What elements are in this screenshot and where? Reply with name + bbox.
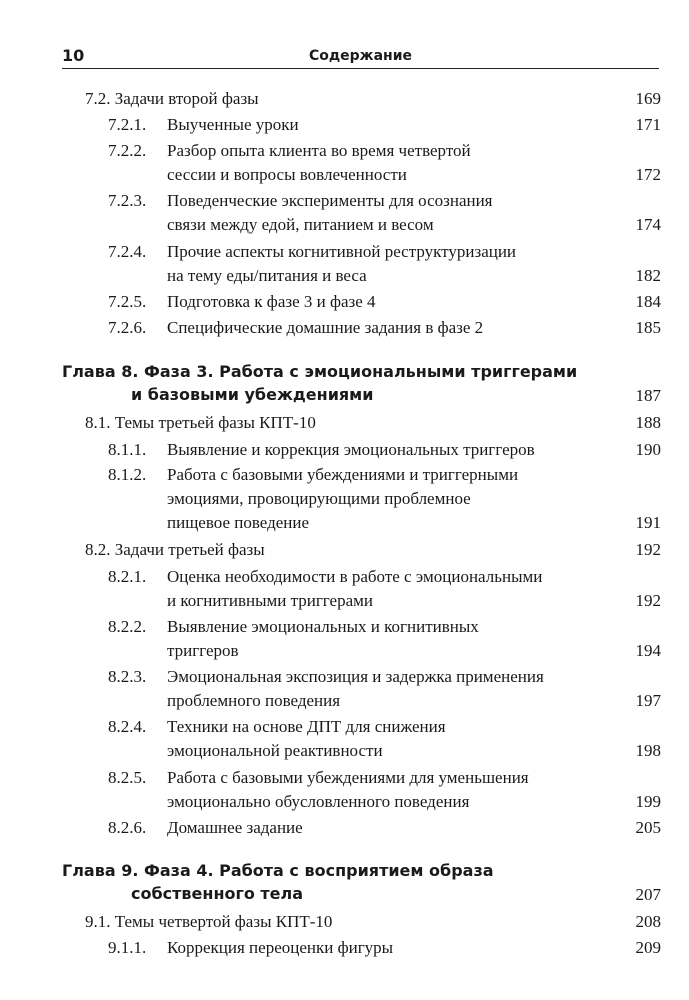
toc-page-number: 182 bbox=[635, 266, 661, 285]
toc-chapter-9[interactable] bbox=[62, 859, 661, 907]
toc-subsection-7-2-4[interactable] bbox=[108, 240, 661, 288]
toc-entry-number: 7.2.2. bbox=[108, 141, 147, 160]
toc-page-number: 191 bbox=[635, 513, 661, 532]
header-page-number: 10 bbox=[62, 46, 85, 65]
toc-title-line: эмоциями, провоцирующими проблемное bbox=[167, 489, 471, 508]
toc-entry-number: 8.2.2. bbox=[108, 617, 147, 636]
toc-page-number: 209 bbox=[635, 938, 661, 957]
toc-title-line: связи между едой, питанием и весом bbox=[167, 215, 434, 234]
toc-chapter-title-line: и базовыми убеждениями bbox=[131, 385, 374, 404]
toc-subsection-8-2-5[interactable] bbox=[108, 766, 661, 814]
toc-title-line: проблемного поведения bbox=[167, 691, 341, 710]
toc-subsection-7-2-6[interactable] bbox=[108, 316, 661, 340]
toc-page-number: 187 bbox=[635, 386, 661, 405]
toc-title-line: Оценка необходимости в работе с эмоциональными bbox=[167, 567, 543, 586]
toc-title-line: Домашнее задание bbox=[167, 818, 303, 837]
toc-title-line: Подготовка к фазе 3 и фазе 4 bbox=[167, 292, 376, 311]
toc-chapter-8[interactable] bbox=[62, 360, 661, 408]
toc-page-number: 174 bbox=[635, 215, 661, 234]
toc-page-number: 190 bbox=[635, 440, 661, 459]
toc-subsection-8-1-1[interactable] bbox=[108, 438, 661, 462]
toc-subsection-7-2-3[interactable] bbox=[108, 189, 661, 237]
toc-subsection-8-2-6[interactable] bbox=[108, 816, 661, 840]
toc-title-line: на тему еды/питания и веса bbox=[167, 266, 367, 285]
toc-entry-number: 7.2.4. bbox=[108, 242, 147, 261]
toc-title-line: Прочие аспекты когнитивной реструктуризации bbox=[167, 242, 517, 261]
toc-title-line: 8.2. Задачи третьей фазы bbox=[85, 540, 265, 559]
toc-subsection-8-2-2[interactable] bbox=[108, 615, 661, 663]
toc-title-line: Техники на основе ДПТ для снижения bbox=[167, 717, 446, 736]
toc-title-line: пищевое поведение bbox=[167, 513, 310, 532]
toc-entry-number: 7.2.3. bbox=[108, 191, 147, 210]
toc-entry-number: 8.2.1. bbox=[108, 567, 147, 586]
toc-subsection-8-1-2[interactable] bbox=[108, 463, 661, 535]
toc-entry-number: 9.1.1. bbox=[108, 938, 147, 957]
toc-page-number: 184 bbox=[635, 292, 661, 311]
toc-title-line: 8.1. Темы третьей фазы КПТ-10 bbox=[85, 413, 316, 432]
toc-subsection-7-2-2[interactable] bbox=[108, 139, 661, 187]
toc-entry-number: 8.2.5. bbox=[108, 768, 147, 787]
toc-page-number: 192 bbox=[635, 591, 661, 610]
toc-page-number: 207 bbox=[635, 885, 661, 904]
toc-title-line: 9.1. Темы четвертой фазы КПТ-10 bbox=[85, 912, 333, 931]
toc-page-number: 171 bbox=[635, 115, 661, 134]
toc-page-number: 185 bbox=[635, 318, 661, 337]
toc-page-number: 199 bbox=[635, 792, 661, 811]
toc-title-line: Работа с базовыми убеждениями для уменьшения bbox=[167, 768, 529, 787]
toc-title-line: Эмоциональная экспозиция и задержка применения bbox=[167, 667, 544, 686]
toc-title-line: эмоциональной реактивности bbox=[167, 741, 383, 760]
toc-title-line: Коррекция переоценки фигуры bbox=[167, 938, 394, 957]
toc-section-9-1[interactable] bbox=[85, 910, 661, 934]
toc-subsection-7-2-5[interactable] bbox=[108, 290, 661, 314]
toc-title-line: Выученные уроки bbox=[167, 115, 299, 134]
toc-page-number: 192 bbox=[635, 540, 661, 559]
toc-title-line: 7.2. Задачи второй фазы bbox=[85, 89, 259, 108]
toc-subsection-8-2-1[interactable] bbox=[108, 565, 661, 613]
toc-chapter-title-line: Глава 8. Фаза 3. Работа с эмоциональными триггерами bbox=[62, 362, 578, 381]
toc-page-number: 172 bbox=[635, 165, 661, 184]
toc-chapter-title-line: Глава 9. Фаза 4. Работа с восприятием образа bbox=[62, 861, 494, 880]
toc-entry-number: 8.2.6. bbox=[108, 818, 147, 837]
toc-section-8-1[interactable] bbox=[85, 411, 661, 435]
toc-title-line: сессии и вопросы вовлеченности bbox=[167, 165, 407, 184]
toc-title-line: Работа с базовыми убеждениями и триггерными bbox=[167, 465, 519, 484]
toc-subsection-8-2-3[interactable] bbox=[108, 665, 661, 713]
toc-title-line: Разбор опыта клиента во время четвертой bbox=[167, 141, 471, 160]
toc-entry-number: 8.2.3. bbox=[108, 667, 147, 686]
header-title: Содержание bbox=[308, 48, 413, 64]
toc-page-number: 194 bbox=[635, 641, 661, 660]
toc-subsection-9-1-1[interactable] bbox=[108, 936, 661, 960]
toc-entry-number: 8.2.4. bbox=[108, 717, 147, 736]
toc-page-number: 208 bbox=[635, 912, 661, 931]
toc-page-number: 197 bbox=[635, 691, 661, 710]
toc-title-line: Выявление эмоциональных и когнитивных bbox=[167, 617, 479, 636]
toc-entry-number: 8.1.1. bbox=[108, 440, 147, 459]
toc-chapter-title-line: собственного тела bbox=[131, 884, 304, 903]
toc-page-number: 169 bbox=[635, 89, 661, 108]
toc-subsection-8-2-4[interactable] bbox=[108, 715, 661, 763]
running-header bbox=[62, 38, 659, 69]
toc-section-8-2[interactable] bbox=[85, 538, 661, 562]
toc-entry-number: 7.2.1. bbox=[108, 115, 147, 134]
toc-page-number: 205 bbox=[635, 818, 661, 837]
toc-entry-number: 7.2.6. bbox=[108, 318, 147, 337]
toc-page-number: 198 bbox=[635, 741, 661, 760]
toc-page-number: 188 bbox=[635, 413, 661, 432]
toc-entry-number: 8.1.2. bbox=[108, 465, 147, 484]
toc-title-line: Специфические домашние задания в фазе 2 bbox=[167, 318, 484, 337]
toc-title-line: Выявление и коррекция эмоциональных триггеров bbox=[167, 440, 535, 459]
toc-title-line: и когнитивными триггерами bbox=[167, 591, 373, 610]
toc-subsection-7-2-1[interactable] bbox=[108, 113, 661, 137]
toc-title-line: эмоционально обусловленного поведения bbox=[167, 792, 470, 811]
toc-title-line: Поведенческие эксперименты для осознания bbox=[167, 191, 493, 210]
toc-section-7-2[interactable] bbox=[85, 87, 661, 111]
toc-title-line: триггеров bbox=[167, 641, 239, 660]
toc-entry-number: 7.2.5. bbox=[108, 292, 147, 311]
